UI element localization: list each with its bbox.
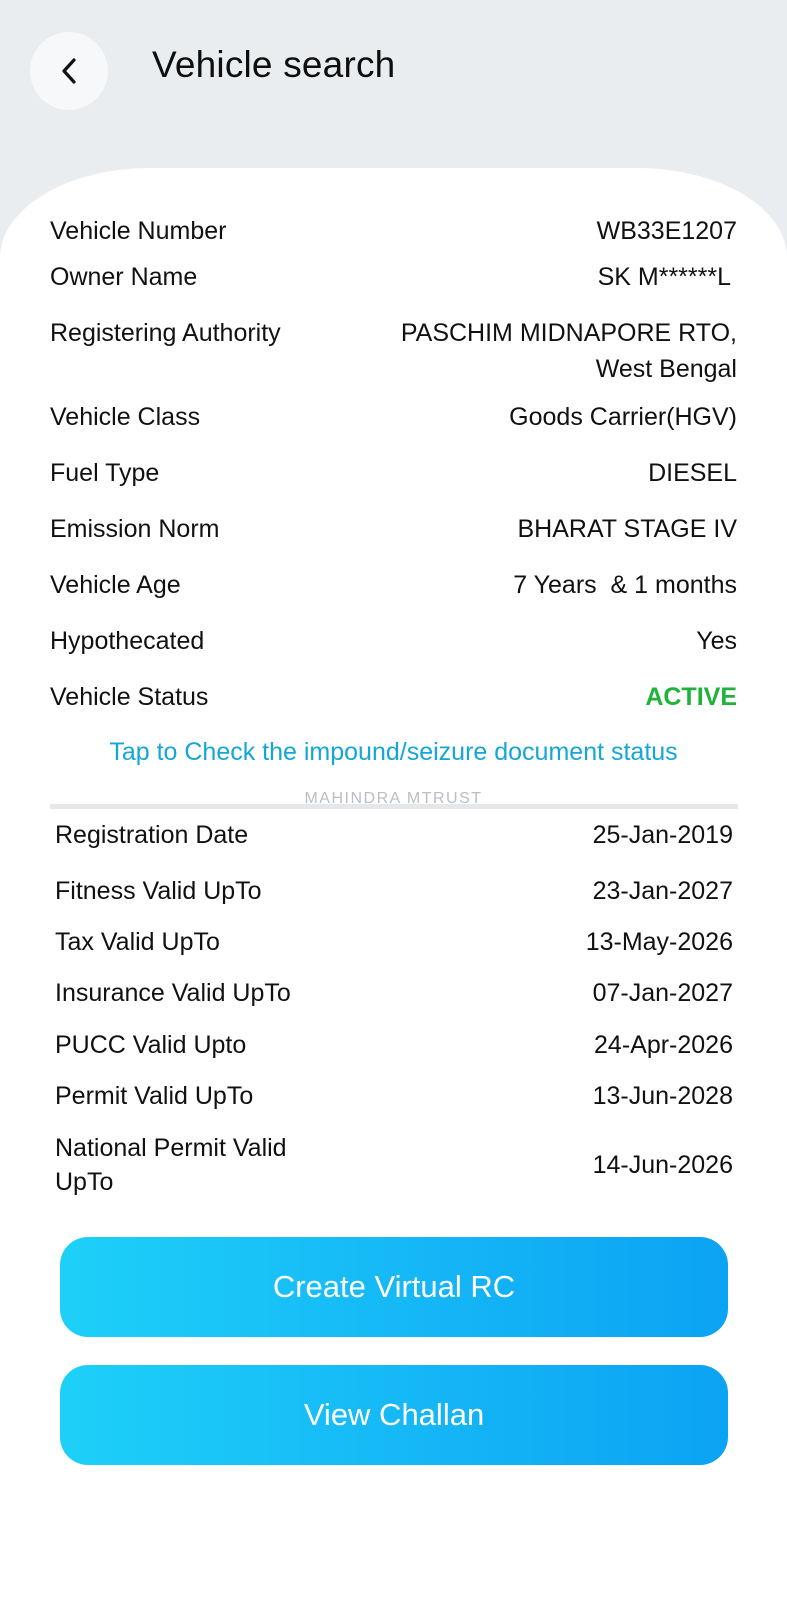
validity-label: Fitness Valid UpTo [55,877,262,905]
validity-label: PUCC Valid Upto [55,1031,247,1059]
detail-label: Vehicle Class [50,403,201,431]
validity-label: National Permit Valid UpTo [55,1134,287,1196]
pucc-valid-value: 24-Apr-2026 [594,1031,733,1059]
status-badge: ACTIVE [645,683,737,711]
impound-status-link[interactable]: Tap to Check the impound/seizure document status [109,738,678,766]
hypothecated-value: Yes [696,627,737,655]
chevron-left-icon [58,56,80,86]
app-header [0,0,787,170]
owner-name-value: SK M******L [597,263,731,291]
emission-norm-value: BHARAT STAGE IV [517,515,737,543]
back-button[interactable] [30,32,108,110]
insurance-valid-value: 07-Jan-2027 [592,979,733,1007]
fuel-type-value: DIESEL [648,459,737,487]
view-challan-button[interactable]: View Challan [60,1365,728,1465]
detail-row-registering-authority [50,315,737,395]
validity-label: Permit Valid UpTo [55,1082,254,1110]
fitness-valid-value: 23-Jan-2027 [592,877,733,905]
detail-label: Fuel Type [50,459,160,487]
detail-label: Vehicle Status [50,683,209,711]
validity-label: Insurance Valid UpTo [55,979,291,1007]
tax-valid-value: 13-May-2026 [585,928,733,956]
detail-label: Emission Norm [50,515,220,543]
registering-authority-line2: West Bengal [595,355,737,383]
detail-label: Registering Authority [50,319,281,347]
registration-date-value: 25-Jan-2019 [592,821,733,849]
watermark-text: MAHINDRA MTRUST [304,790,483,807]
detail-label: Vehicle Age [50,571,181,599]
vehicle-number-value: WB33E1207 [596,217,737,245]
registering-authority-value [377,315,737,387]
vehicle-age-value: 7 Years & 1 months [513,571,737,599]
validity-label: Tax Valid UpTo [55,928,220,956]
vehicle-class-value: Goods Carrier(HGV) [509,403,737,431]
detail-label: Owner Name [50,263,198,291]
detail-label: Hypothecated [50,627,205,655]
registering-authority-line1: PASCHIM MIDNAPORE RTO, [400,319,737,347]
validity-row-national-permit [55,1131,733,1201]
national-permit-valid-value: 14-Jun-2026 [592,1151,733,1179]
page-title: Vehicle search [152,44,396,85]
detail-label: Vehicle Number [50,217,227,245]
create-virtual-rc-button[interactable]: Create Virtual RC [60,1237,728,1337]
validity-label: Registration Date [55,821,249,849]
permit-valid-value: 13-Jun-2028 [592,1082,733,1110]
